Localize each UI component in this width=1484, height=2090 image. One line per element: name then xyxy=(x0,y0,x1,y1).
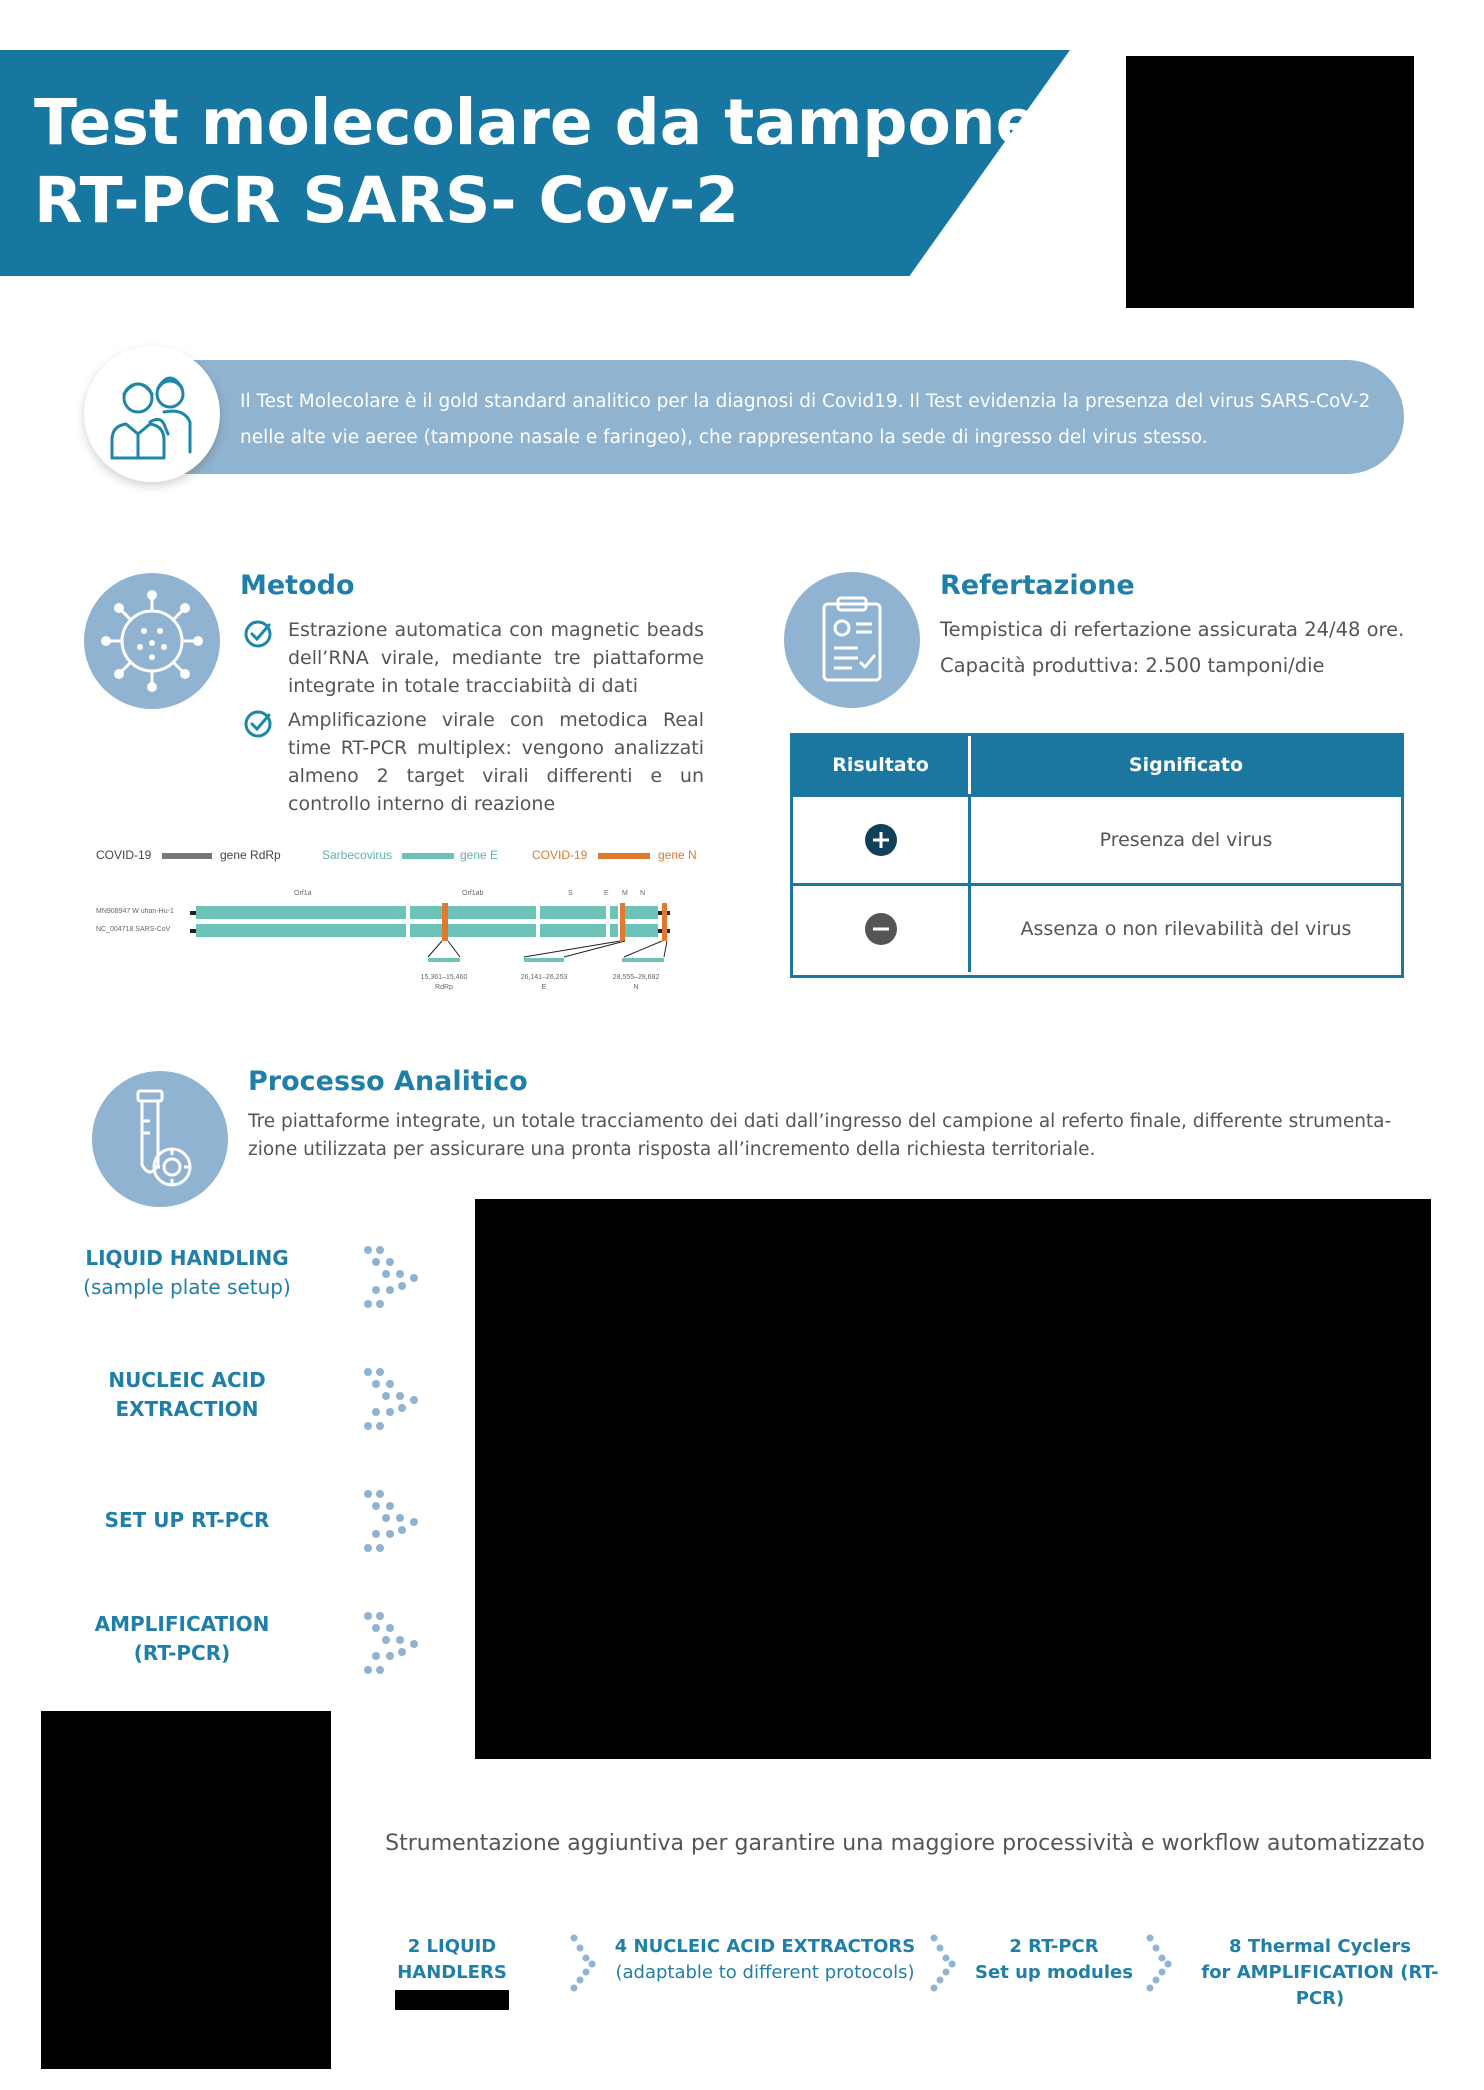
chevron-dots-icon xyxy=(362,1610,426,1678)
table-row xyxy=(793,794,1401,883)
small-chevron-dots-icon xyxy=(1144,1932,1176,1992)
legend-swatch xyxy=(162,853,212,859)
page-title xyxy=(34,84,1038,240)
legend-label: Sarbecovirus xyxy=(322,848,393,862)
table-header xyxy=(793,736,1401,794)
genome-tracks xyxy=(190,903,670,962)
title-line-2: RT-PCR SARS- Cov-2 xyxy=(34,164,740,237)
results-table xyxy=(790,733,1404,978)
region-gene: E xyxy=(541,984,547,991)
region-range: 28,555–28,682 xyxy=(612,974,660,981)
region-range: 26,141–26,253 xyxy=(520,974,568,981)
additional-item-rt-pcr: 2 RT-PCR Set up modules xyxy=(975,1936,1133,1983)
orf-label: S xyxy=(568,890,573,897)
metodo-list xyxy=(242,616,704,818)
result-meaning: Presenza del virus xyxy=(1099,829,1273,851)
legend-label: COVID-19 xyxy=(96,848,152,862)
result-meaning: Assenza o non rilevabilità del virus xyxy=(1020,918,1352,940)
step-amplification: AMPLIFICATION (RT-PCR) xyxy=(94,1612,270,1665)
chevron-dots-icon xyxy=(362,1244,426,1312)
orf-label: Orf1a xyxy=(294,890,312,897)
step-liquid-handling: LIQUID HANDLING (sample plate setup) xyxy=(83,1246,291,1299)
orf-label: Orf1ab xyxy=(462,890,484,897)
redacted-logo xyxy=(1126,56,1414,308)
sequence-label: MN908947 W uhan-Hu-1 xyxy=(96,908,174,915)
table-row xyxy=(793,883,1401,972)
refertazione-title: Refertazione xyxy=(940,570,1135,601)
intro-text: Il Test Molecolare è il gold standard analitico per la diagnosi di Covid19. Il Test evidenzia la presenza del virus SARS-CoV-2 nelle alte vie aeree (tampone nasale e faringeo), che rappresentano la sede di ingresso del virus stesso. xyxy=(240,391,1371,448)
clipboard-icon xyxy=(784,572,920,708)
intro-icon-circle xyxy=(84,346,220,482)
region-gene: N xyxy=(633,984,639,991)
region-gene: RdRp xyxy=(435,984,453,991)
virus-icon xyxy=(84,573,220,709)
doctors-icon xyxy=(84,346,220,482)
legend-label: gene RdRp xyxy=(220,848,281,862)
legend-swatch xyxy=(402,853,454,859)
processo-title: Processo Analitico xyxy=(248,1066,528,1097)
title-line-1: Test molecolare da tampone xyxy=(34,86,1039,159)
step-set-up-rt-pcr: SET UP RT-PCR xyxy=(104,1508,270,1532)
refertazione-text: Tempistica di refertazione assicurata 24/48 ore. Capacità produttiva: 2.500 tamponi/die xyxy=(940,618,1405,677)
legend-label: gene N xyxy=(658,848,697,862)
small-chevron-dots-icon xyxy=(928,1932,960,1992)
additional-caption: Strumentazione aggiuntiva per garantire una maggiore processività e workflow automatizzato xyxy=(385,1831,1425,1856)
legend-swatch xyxy=(598,853,650,859)
processo-text: Tre piattaforme integrate, un totale tracciamento dei dati dall’ingresso del campione al referto finale, differente strumenta- zione utilizzata per assicurare una pronta risposta all’incremento della richiesta territoriale. xyxy=(248,1111,1392,1160)
test-tube-icon xyxy=(92,1071,228,1207)
metodo-icon-circle xyxy=(84,573,220,709)
orf-label: E xyxy=(604,890,609,897)
header-risultato: Risultato xyxy=(793,736,971,794)
header-significato: Significato xyxy=(1128,754,1244,776)
additional-item-liquid-handlers: 2 LIQUID HANDLERS xyxy=(356,1934,548,2010)
processo-icon-circle xyxy=(92,1071,228,1207)
small-chevron-dots-icon xyxy=(568,1932,600,1992)
genome-diagram xyxy=(94,845,714,1005)
redacted-photo xyxy=(475,1199,1431,1759)
additional-item-thermal-cyclers: 8 Thermal Cyclers for AMPLIFICATION (RT-PCR) xyxy=(1201,1936,1439,2009)
chevron-dots-icon xyxy=(362,1488,426,1556)
additional-item-extractors: 4 NUCLEIC ACID EXTRACTORS (adaptable to different protocols) xyxy=(614,1936,916,1983)
metodo-title: Metodo xyxy=(240,570,355,601)
orf-label: M xyxy=(622,890,628,897)
sequence-label: NC_004718 SARS-CoV xyxy=(96,926,171,933)
step-nucleic-acid-extraction: NUCLEIC ACID EXTRACTION xyxy=(108,1368,266,1421)
region-range: 15,361–15,460 xyxy=(420,974,468,981)
orf-label: N xyxy=(640,890,646,897)
refertazione-icon-circle xyxy=(784,572,920,708)
legend-label: gene E xyxy=(460,848,499,862)
chevron-dots-icon xyxy=(362,1366,426,1434)
minus-circle-icon xyxy=(864,912,898,946)
metodo-item: Estrazione automatica con magnetic beads dell’RNA virale, mediante tre piattaforme integrate in totale tracciabiità di dati xyxy=(242,616,704,700)
plus-circle-icon xyxy=(864,823,898,857)
redacted-photo xyxy=(41,1711,331,2069)
check-circle-icon xyxy=(242,708,274,740)
check-circle-icon xyxy=(242,618,274,650)
legend-label: COVID-19 xyxy=(532,848,588,862)
metodo-item: Amplificazione virale con metodica Real time RT-PCR multiplex: vengono analizzati almeno 2 target virali differenti e un controllo interno di reazione xyxy=(242,706,704,818)
redacted-text xyxy=(395,1990,509,2010)
